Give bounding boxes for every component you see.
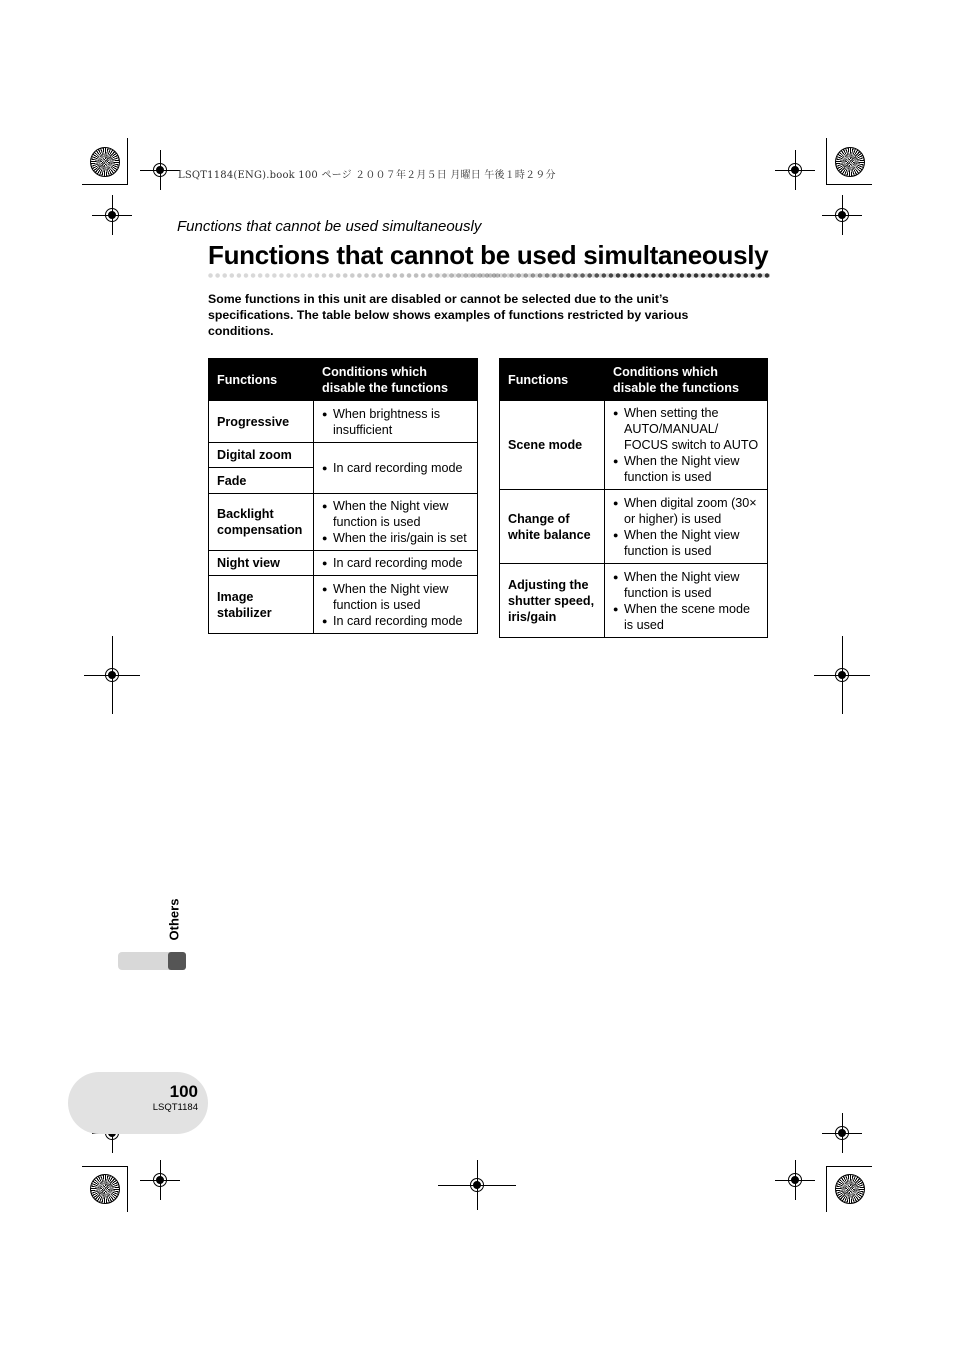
trim-line (82, 184, 128, 185)
table-row (209, 401, 478, 443)
function-name: Adjusting the shutter speed, iris/gain (500, 564, 605, 638)
trim-line (826, 184, 872, 185)
header-functions: Functions (209, 359, 314, 401)
table-row (209, 443, 478, 468)
registration-mark (140, 150, 180, 190)
condition-cell: ● When the Night view function is used ● In card recording mode (314, 576, 478, 634)
function-name: Scene mode (500, 401, 605, 490)
function-name: Night view (209, 551, 314, 576)
table-row (209, 494, 478, 551)
function-name: Change of white balance (500, 490, 605, 564)
color-bar-star (835, 1174, 865, 1204)
functions-table-left (208, 358, 478, 634)
registration-mark (140, 1160, 180, 1200)
running-head: Functions that cannot be used simultaneously (177, 218, 482, 235)
function-name: Backlight compensation (209, 494, 314, 551)
page-number: 100 (169, 1082, 198, 1101)
registration-mark (775, 1160, 815, 1200)
functions-table-right (499, 358, 768, 638)
table-row (209, 576, 478, 634)
header-conditions: Conditions which disable the functions (314, 359, 478, 401)
registration-mark (438, 1160, 516, 1210)
header-conditions: Conditions which disable the functions (605, 359, 768, 401)
header-functions: Functions (500, 359, 605, 401)
function-name: Fade (209, 468, 314, 494)
color-bar-star (90, 147, 120, 177)
page-title: Functions that cannot be used simultaneously (208, 240, 769, 270)
trim-line (826, 1166, 827, 1212)
table-row (209, 551, 478, 576)
registration-mark (822, 1113, 862, 1153)
intro-text: Some functions in this unit are disabled or cannot be selected due to the unit’s specifications. The table below shows examples of functions restricted by various conditions. (208, 292, 689, 338)
registration-mark (775, 150, 815, 190)
condition-cell: ● When setting the AUTO/MANUAL/ FOCUS switch to AUTO ● When the Night view function is used (605, 401, 768, 490)
color-bar-star (90, 1174, 120, 1204)
condition-cell: ● In card recording mode (314, 551, 478, 576)
trim-line (826, 138, 827, 185)
title-divider-dark (424, 273, 770, 281)
condition-cell: ● When the Night view function is used ● When the iris/gain is set (314, 494, 478, 551)
section-tab-label: Others (166, 898, 182, 941)
table-row (500, 490, 768, 564)
function-name: Image stabilizer (209, 576, 314, 634)
page-code: LSQT1184 (152, 1102, 198, 1113)
trim-line (826, 1166, 872, 1167)
condition-cell: ● In card recording mode (314, 443, 478, 494)
function-name: Progressive (209, 401, 314, 443)
condition-cell: ● When the Night view function is used ● When the scene mode is used (605, 564, 768, 638)
print-header: LSQT1184(ENG).book 100 ページ ２００７年２月５日 月曜日 午後１時２９分 (178, 170, 556, 181)
registration-mark (84, 636, 140, 714)
condition-cell: ● When brightness is insufficient (314, 401, 478, 443)
trim-line (127, 138, 128, 185)
table-row (500, 564, 768, 638)
section-tab-marker (168, 952, 186, 970)
trim-line (82, 1166, 128, 1167)
table-row (500, 401, 768, 490)
color-bar-star (835, 147, 865, 177)
function-name: Digital zoom (209, 443, 314, 468)
condition-cell: ● When digital zoom (30× or higher) is used ● When the Night view function is used (605, 490, 768, 564)
trim-line (127, 1166, 128, 1212)
registration-mark (822, 195, 862, 235)
registration-mark (92, 195, 132, 235)
registration-mark (814, 636, 870, 714)
